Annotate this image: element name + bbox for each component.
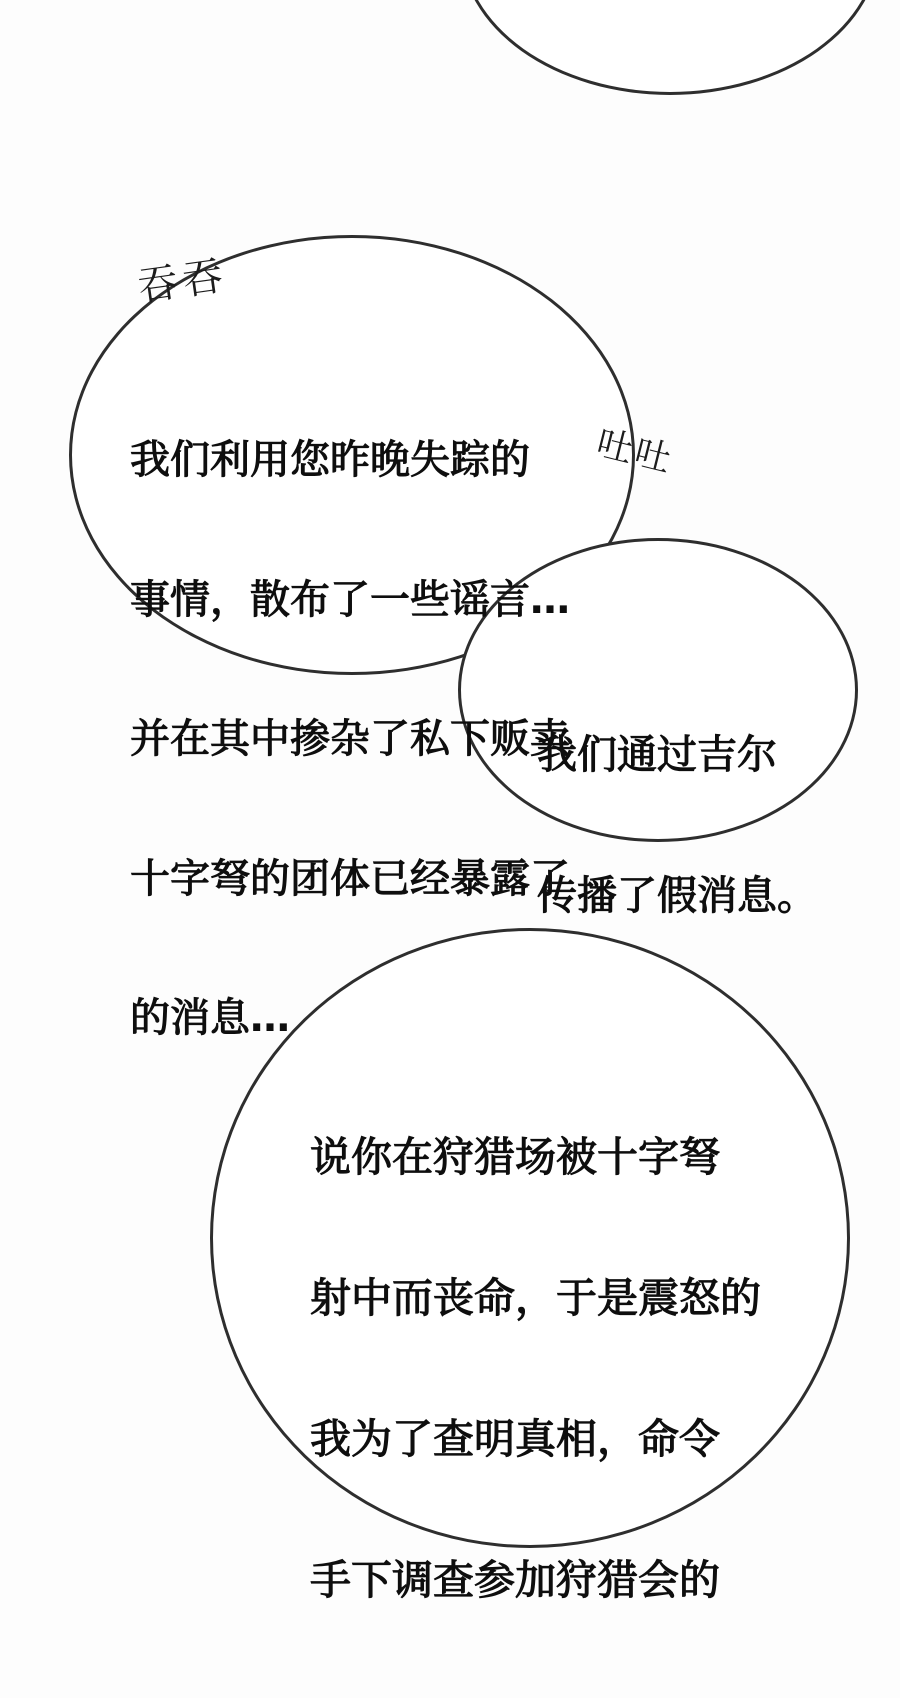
bubble-text-line: 说你在狩猎场被十字弩 bbox=[310, 1133, 720, 1181]
bubble-text-line: 我为了查明真相，命令 bbox=[310, 1415, 720, 1463]
bubble-text-line: 十字弩的团体已经暴露了 bbox=[130, 855, 570, 902]
speech-bubble-reply-text bbox=[537, 638, 817, 1014]
sfx-gulp-text: 吞吞 bbox=[135, 252, 231, 311]
bubble-text-line: 手下调查参加狩猎会的 bbox=[310, 1556, 720, 1604]
speech-bubble-top-partial bbox=[460, 0, 880, 95]
speech-bubble-main-text bbox=[130, 344, 570, 1135]
bubble-text-line: 的消息… bbox=[130, 995, 290, 1041]
bubble-text-line: 射中而丧命，于是震怒的 bbox=[310, 1274, 761, 1322]
speech-bubble-bottom-text bbox=[310, 1040, 761, 1698]
bubble-text-line: 我们利用您昨晚失踪的 bbox=[130, 437, 530, 483]
sfx-spit-text: 吐吐 bbox=[592, 422, 678, 482]
bubble-text-line: 我们通过吉尔 bbox=[537, 732, 777, 778]
bubble-text-line: 传播了假消息。 bbox=[537, 873, 817, 919]
bubble-text-line: 事情，散布了一些谣言… bbox=[130, 576, 570, 623]
bubble-text-line: 并在其中掺杂了私下贩卖 bbox=[130, 716, 570, 762]
